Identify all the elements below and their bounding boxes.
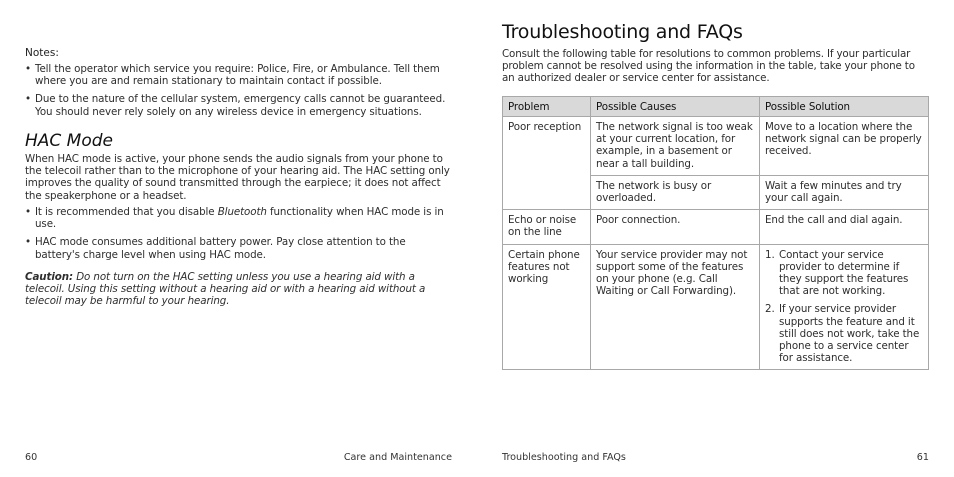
solution-cell: Wait a few minutes and try your call again.	[760, 175, 929, 209]
cause-cell: Your service provider may not support some of the features on your phone (e.g. Call Waiting or Call Forwarding).	[591, 244, 760, 370]
hac-list	[25, 206, 453, 267]
problem-cell: Echo or noise on the line	[503, 210, 591, 244]
table-row	[503, 244, 929, 370]
bullet-icon: •	[25, 206, 31, 218]
bullet-icon: •	[25, 236, 31, 249]
header-problem: Problem	[503, 97, 591, 117]
cause-cell: The network signal is too weak at your current location, for example, in a basement or near a tall building.	[591, 117, 760, 176]
footer-section-left: Care and Maintenance	[343, 452, 452, 463]
table-header-row	[503, 97, 929, 117]
list-item: • Due to the nature of the cellular system, emergency calls cannot be guaranteed. You should never rely solely on any wireless device in emergency situations.	[25, 93, 446, 118]
intro-paragraph: Consult the following table for resolutions to common problems. If your particular problem cannot be resolved using the information in the table, take your phone to an authorized dealer or service center for assistance.	[502, 48, 915, 85]
list-item: 1. Contact your service provider to determine if they support the features that are not working.	[765, 248, 909, 298]
list-item: • HAC mode consumes additional battery power. Pay close attention to the battery's charge level when using HAC mode.	[25, 236, 406, 261]
list-item: 2. If your service provider supports the feature and it still does not work, take the phone to a service center for assistance.	[765, 303, 920, 365]
caution-note: Caution: Do not turn on the HAC setting unless you use a hearing aid with a telecoil. Using this setting without a hearing aid or with a hearing aid without a telecoil may be harmful to your hearing.	[25, 271, 426, 308]
solution-steps	[765, 249, 923, 365]
page-number-right: 61	[916, 452, 929, 463]
list-item: • Tell the operator which service you require: Police, Fire, or Ambulance. Tell them where you are and remain stationary to maintain contact if possible.	[25, 63, 440, 88]
cause-cell: The network is busy or overloaded.	[591, 175, 760, 209]
troubleshooting-table	[502, 96, 929, 370]
bullet-icon: •	[25, 63, 31, 75]
solution-cell: Move to a location where the network signal can be properly received.	[760, 117, 929, 176]
solution-cell: End the call and dial again.	[760, 210, 929, 244]
page-title: Troubleshooting and FAQs	[502, 21, 743, 43]
footer-section-right: Troubleshooting and FAQs	[502, 452, 626, 463]
header-possible-causes: Possible Causes	[591, 97, 760, 117]
header-possible-solution: Possible Solution	[760, 97, 929, 117]
right-page	[477, 0, 954, 477]
list-item: • It is recommended that you disable Bluetooth functionality when HAC mode is in use.	[25, 206, 444, 231]
notes-list	[25, 63, 453, 124]
table-row	[503, 210, 929, 244]
notes-title: Notes:	[25, 47, 59, 59]
cause-cell: Poor connection.	[591, 210, 760, 244]
page-number-left: 60	[25, 452, 38, 463]
section-heading-hac-mode: HAC Mode	[25, 131, 114, 151]
caution-label: Caution:	[25, 271, 74, 283]
problem-cell: Poor reception	[503, 117, 591, 210]
table-row	[503, 117, 929, 176]
hac-intro-paragraph: When HAC mode is active, your phone sends the audio signals from your phone to the telecoil rather than to the microphone of your hearing aid. The HAC setting only improves the quality of sound transmitted through the earpiece; it does not affect the speakerphone or a headset.	[25, 153, 450, 202]
solution-cell	[760, 244, 929, 370]
problem-cell: Certain phone features not working	[503, 244, 591, 370]
bullet-icon: •	[25, 93, 31, 106]
